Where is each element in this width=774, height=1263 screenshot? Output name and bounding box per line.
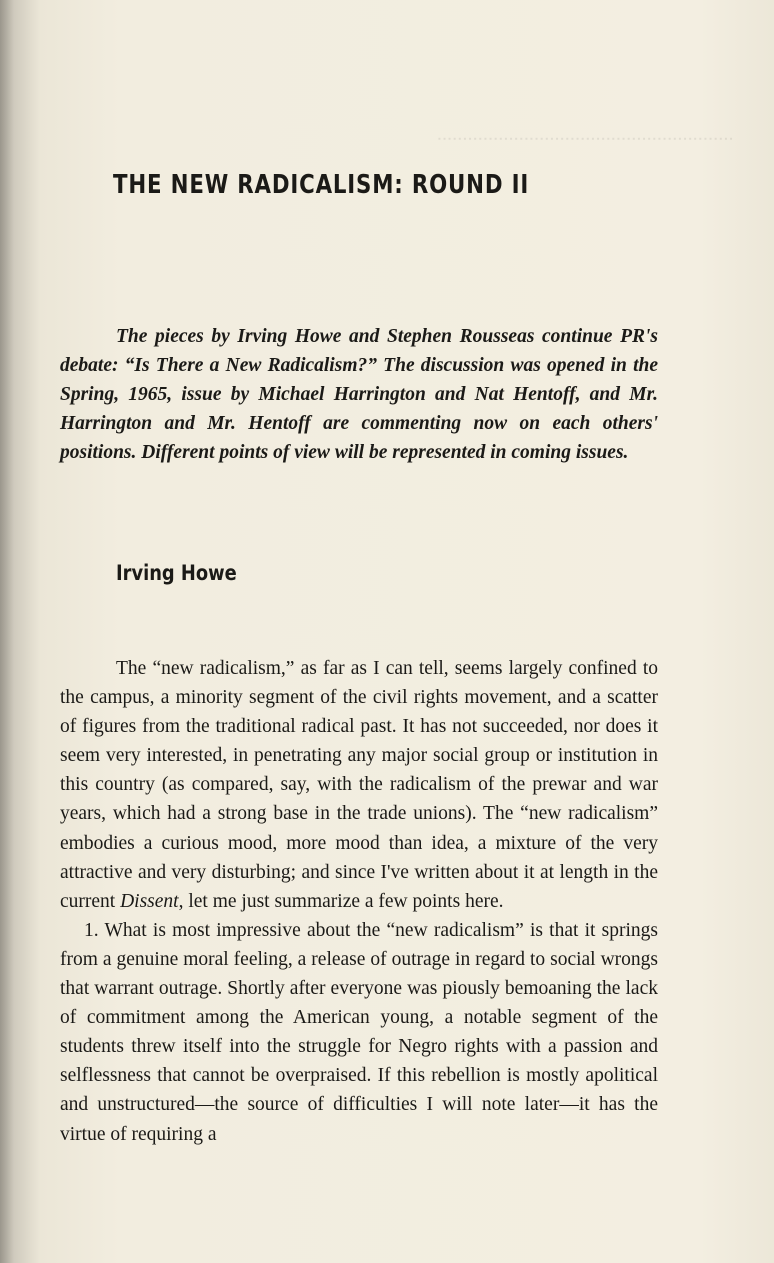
journal-title: Dissent [120, 890, 179, 912]
paragraph-1-text-a: The “new radicalism,” as far as I can tell, seems largely confined to the campus, a minority segment of the civil rights movement, and a scatter of figures from the traditional radical past. It has not succeeded, nor does it seem very interested, in penetrating any major social group or institution in this country (as compared, say, with the radicalism of the prewar and war years, which had a strong base in the trade unions). The “new radicalism” embodies a curious mood, more mood than idea, a mixture of the very attractive and very disturbing; and since I've written about it at length in the current [60, 658, 658, 912]
paragraph-1-text-b: , let me just summarize a few points here. [178, 890, 504, 912]
article-title: THE NEW RADICALISM: ROUND II [113, 170, 530, 200]
bleed-through-text: ᐧᐧᐧᐧᐧᐧᐧᐧᐧᐧᐧᐧᐧᐧᐧᐧᐧᐧᐧᐧᐧᐧᐧᐧᐧᐧᐧᐧᐧᐧᐧᐧᐧᐧᐧᐧᐧᐧᐧᐧᐧᐧᐧᐧᐧᐧᐧᐧᐧᐧᐧᐧᐧᐧᐧᐧᐧᐧ [437, 129, 734, 151]
author-name: Irving Howe [116, 561, 237, 585]
paragraph-2: 1. What is most impressive about the “new radicalism” is that it springs from a genuine moral feeling, a release of outrage in regard to social wrongs that warrant outrage. Shortly after everyone was piously bemoaning the lack of commitment among the American young, a notable segment of the students threw itself into the struggle for Negro rights with a passion and selflessness that cannot be overpraised. If this rebellion is mostly apolitical and unstructured—the source of difficulties I will note later—it has the virtue of requiring a [60, 919, 658, 1145]
article-body [60, 654, 658, 1149]
editorial-intro: The pieces by Irving Howe and Stephen Rousseas continue PR's debate: “Is There a New Radicalism?” The discussion was opened in the Spring, 1965, issue by Michael Harrington and Nat Hentoff, and Mr. Harrington and Mr. Hentoff are commenting now on each others' positions. Different points of view will be represented in coming issues. [60, 326, 658, 463]
paragraph-1 [60, 654, 658, 916]
